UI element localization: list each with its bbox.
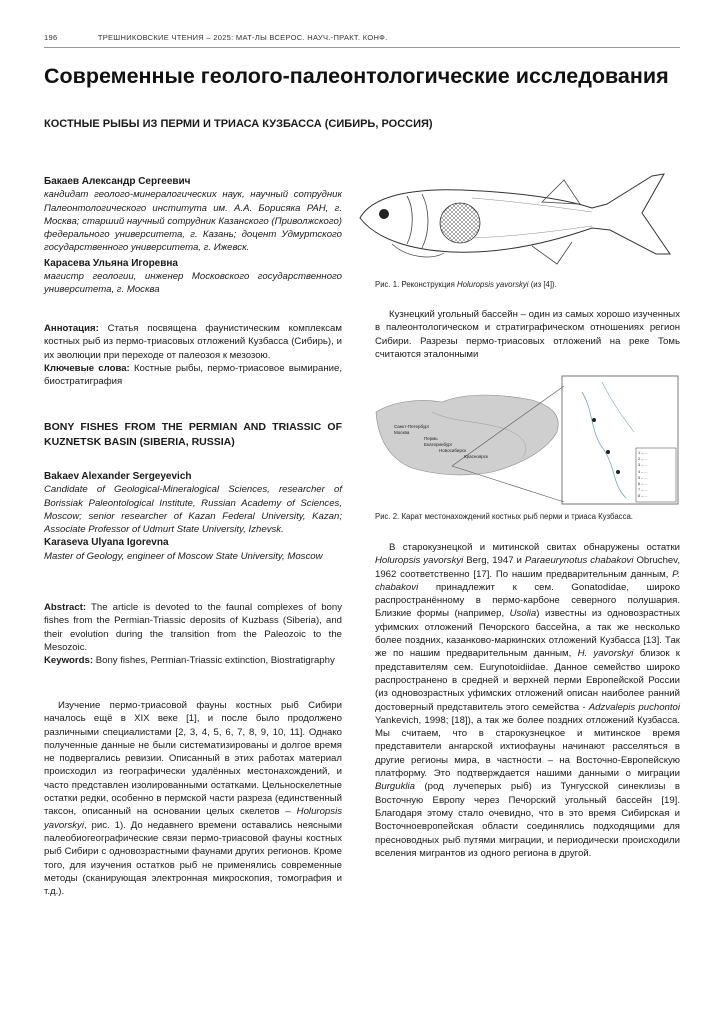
author-affiliation-en: Candidate of Geological-Mineralogical Sciences, researcher of Borissiak Paleontological Institute, Russian Academy of Sciences, Moscow; senior researcher of Kazan Federal University, Kazan; Associate Professor of Udmurt State University, Izhevsk. <box>44 484 342 536</box>
body-paragraph: Изучение пермо-триасовой фауны костных рыб Сибири началось ещё в XIX веке [1], и после было продолжено различными специалистами [2, 3, 4, 5, 6, 7, 8, 9, 10, 11]. Однако полученные данные не были систематизированы и долгое время не подвергались ревизии. Описанный в этих работах материал происходил из географически удалённых местонахождений, и часто представлен изолированными остатками. Цельноскелетные остатки редки, особенно в пермской части разреза (единственный таксон, описанный на основании целых скелетов – Holuropsis yavorskyi, рис. 1). До недавнего времени оставались неясными палеобиогеографические связи пермо-триасовой фауны костных рыб Сибири с одновозрастными фаунами других регионов. Кроме того, для изучения остатков рыб не применялись современные методы (сканирующая электронная микроскопия, томография и т.д.). <box>44 700 342 898</box>
keywords-text: Костные рыбы, пермо-триасовое вымирание, биостратиграфия <box>44 362 343 388</box>
running-header <box>44 33 388 42</box>
body-right-intro: Кузнецкий угольный бассейн – один из самых хорошо изученных в палеонтологическом и стратиграфическом отношениях регион Сибири. Разрезы пермо-триасовых отложений на реке Томь считаются эталонными <box>375 309 680 360</box>
article-title: КОСТНЫЕ РЫБЫ ИЗ ПЕРМИ И ТРИАСА КУЗБАССА (СИБИРЬ, РОССИЯ) <box>44 118 433 130</box>
author-affiliation: магистр геологии, инженер Московского государственного университета, г. Москва <box>44 271 342 296</box>
abstract-label-en: Abstract: <box>44 602 87 613</box>
section-title: Современные геолого-палеонтологические исследования <box>44 64 669 88</box>
abstract-ru <box>44 322 342 388</box>
authors-ru <box>44 175 342 297</box>
keywords-text-en: Bony fishes, Permian-Triassic extinction, Biostratigraphy <box>93 655 335 667</box>
author-affiliation-en: Master of Geology, engineer of Moscow State University, Moscow <box>44 550 323 562</box>
figure-2-caption: Рис. 2. Карат местонахождений костных рыб перми и триаса Кузбасса. <box>375 512 633 521</box>
abstract-text-en: The article is devoted to the faunal complexes of bony fishes from the Permian-Triassic deposits of Kuzbass (Siberia), and their evolution during the transition from the Paleozoic to the Mesozoic. <box>44 602 342 653</box>
fish-reconstruction-figure <box>352 168 682 278</box>
running-title: ТРЕШНИКОВСКИЕ ЧТЕНИЯ – 2025: МАТ-ЛЫ ВСЕРОС. НАУЧ.-ПРАКТ. КОНФ. <box>97 33 388 42</box>
abstract-en <box>44 601 342 667</box>
keywords-label-en: Keywords: <box>44 655 94 667</box>
page-number: 196 <box>44 33 58 42</box>
map-labels: Санкт-Петербург Москва Пермь Екатеринбург Новосибирск Красноярск <box>394 424 489 459</box>
body-left <box>44 699 342 898</box>
figure-1 <box>352 168 682 278</box>
abstract-label: Аннотация: <box>44 323 99 334</box>
author-name-en: Karaseva Ulyana Igorevna <box>44 537 169 549</box>
english-block <box>44 420 342 563</box>
header-rule <box>44 47 680 48</box>
abstract-text: Статья посвящена фаунистическим комплексам костных рыб из пермо-триасовых отложений Кузбасса (Сибирь), и их эволюции при переходе от палеозоя к мезозою. <box>44 323 342 361</box>
author-affiliation: кандидат геолого-минералогических наук, научный сотрудник Палеонтологического института им. А.А. Борисяка РАН, г. Москва; старший научный сотрудник Казанского (Приволжского) федерального университета, г. Казань; доцент Удмуртского государственного университета, г. Ижевск. <box>44 189 342 254</box>
body-right-main <box>375 541 680 860</box>
author-name: Бакаев Александр Сергеевич <box>44 176 191 187</box>
body-paragraph: В старокузнецкой и митинской свитах обнаружены остатки Holuropsis yavorskyi Berg, 1947 и Paraeurynotus chabakovi Obruchev, 1962 соответственно [17]. По нашим предварительным данным, P. chabakovi принадлежит к сем. Gonatodidae, широко распространённому в пермо-карбоне северного полушария. Близкие формы (например, Usolia) известны из одновозрастных уфимских отложений Печорского бассейна, а так же несколько более поздних, казанково-маркинских отложений Кузбасса [13]. Так же по нашим предварительным данным, H. yavorskyi близок к представителям сем. Eurynotoidiidae. Данное семейство широко распространено в средней и верхней перми Европейской России (из одновозрастных уфимских отложений описан наиболее ранний достоверный представитель этого семейства - Adzvalepis puchontoi Yankevich, 1998; [18]), а так же более поздних отложений Кузбасса. Мы считаем, что в старокузнецкое и митинское время представители ангарской ихтиофауны начинают расселяться в другие регионы мира, в частности – на Восточно-Европейскую платформу. Это подтверждается нашими данными о миграции Burguklia (род лучеперых рыб) из Тунгусской синеклизы в Восточную Европу через Печорский угольный бассейн [19]. Благодаря этому стало очевидно, что в это время Сибирская и Восточноевропейская области соединялись подходящими для пресноводных рыб путями миграции, и периодически происходили вселения мигрантов из одного региона в другой. <box>375 542 681 859</box>
map-legend: 1 – ... 2 – ... 3 – ... 4 – ... 5 – ... 6 – ... 7 – ... 8 – ... <box>638 451 648 499</box>
keywords-label: Ключевые слова: <box>44 362 130 374</box>
english-title: BONY FISHES FROM THE PERMIAN AND TRIASSIC OF KUZNETSK BASIN (SIBERIA, RUSSIA) <box>44 421 342 448</box>
author-name: Карасева Ульяна Игоревна <box>44 257 178 269</box>
figure-2 <box>372 372 680 506</box>
author-name-en: Bakaev Alexander Sergeyevich <box>44 471 192 482</box>
figure-1-caption: Рис. 1. Реконструкция Holuropsis yavorskyi (из [4]). <box>375 280 557 289</box>
